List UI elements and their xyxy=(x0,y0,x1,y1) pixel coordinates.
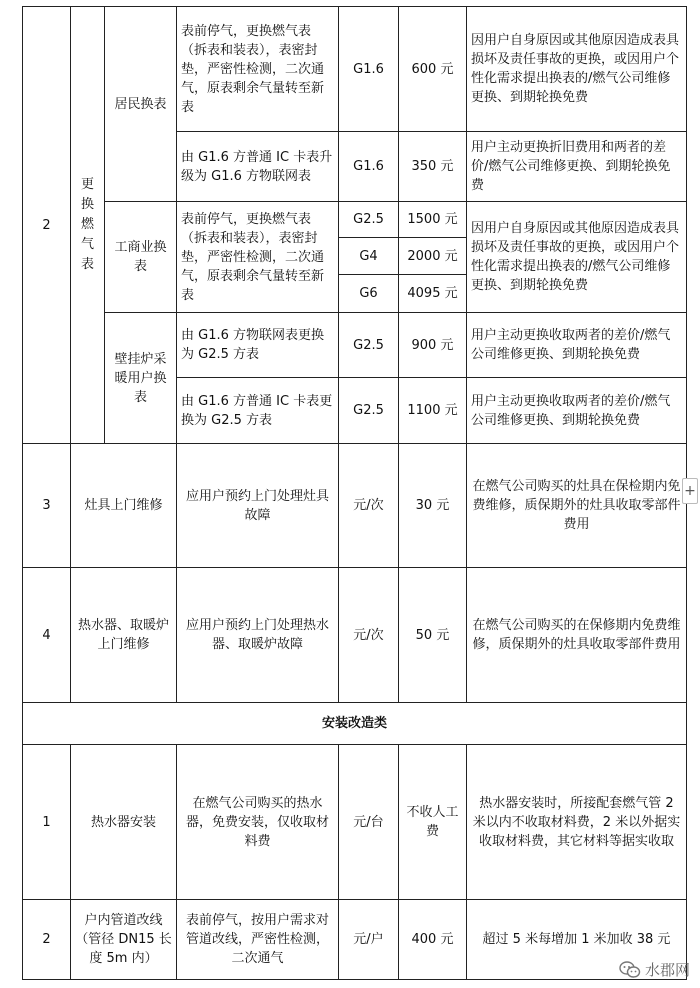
note: 因用户自身原因或其他原因造成表具损坏及责任事故的更换，或因用户个性化需求提出换表的/燃气公司维修更换、到期轮换免费 xyxy=(467,7,687,132)
row-index: 4 xyxy=(23,568,71,703)
meter-spec: G2.5 xyxy=(339,378,399,444)
service-content: 应用户预约上门处理热水器、取暖炉故障 xyxy=(177,568,339,703)
watermark-text: 水郡网 xyxy=(644,961,690,979)
price: 4095 元 xyxy=(399,275,467,313)
expand-button[interactable]: + xyxy=(682,478,698,504)
meter-spec: G2.5 xyxy=(339,313,399,378)
meter-spec: G1.6 xyxy=(339,132,399,202)
meter-spec: G6 xyxy=(339,275,399,313)
boiler-label: 壁挂炉采暖用户换表 xyxy=(105,313,177,444)
wechat-icon xyxy=(619,961,641,979)
price: 900 元 xyxy=(399,313,467,378)
service-content: 应用户预约上门处理灶具故障 xyxy=(177,444,339,568)
row-index: 2 xyxy=(23,900,71,980)
service-content: 在燃气公司购买的热水器，免费安装，仅收取材料费 xyxy=(177,745,339,900)
price: 30 元 xyxy=(399,444,467,568)
note: 用户主动更换收取两者的差价/燃气公司维修更换、到期轮换免费 xyxy=(467,313,687,378)
note: 热水器安装时，所接配套燃气管 2 米以内不收取材料费，2 米以外据实收取材料费，其它材料等据实收取 xyxy=(467,745,687,900)
note: 用户主动更换折旧费用和两者的差价/燃气公司维修更换、到期轮换免费 xyxy=(467,132,687,202)
service-name: 热水器、取暖炉上门维修 xyxy=(71,568,177,703)
unit: 元/户 xyxy=(339,900,399,980)
note: 在燃气公司购买的灶具在保检期内免费维修，质保期外的灶具收取零部件费用 xyxy=(467,444,687,568)
fee-table xyxy=(22,6,687,980)
service-name: 户内管道改线（管径 DN15 长度 5m 内） xyxy=(71,900,177,980)
service-content: 表前停气，更换燃气表（拆表和装表），表密封垫，严密性检测，二次通气，原表剩余气量转至新表 xyxy=(177,202,339,313)
commercial-label: 工商业换表 xyxy=(105,202,177,313)
row-index: 2 xyxy=(23,7,71,444)
service-content: 由 G1.6 方物联网表更换为 G2.5 方表 xyxy=(177,313,339,378)
meter-spec: G2.5 xyxy=(339,202,399,238)
note: 在燃气公司购买的在保修期内免费维修，质保期外的灶具收取零部件费用 xyxy=(467,568,687,703)
price: 50 元 xyxy=(399,568,467,703)
unit: 元/台 xyxy=(339,745,399,900)
unit: 元/次 xyxy=(339,444,399,568)
price: 2000 元 xyxy=(399,238,467,275)
meter-spec: G1.6 xyxy=(339,7,399,132)
price: 1500 元 xyxy=(399,202,467,238)
price: 400 元 xyxy=(399,900,467,980)
category-label: 更换燃气表 xyxy=(71,7,105,444)
price: 350 元 xyxy=(399,132,467,202)
service-content: 由 G1.6 方普通 IC 卡表更换为 G2.5 方表 xyxy=(177,378,339,444)
watermark xyxy=(619,959,690,980)
row-index: 3 xyxy=(23,444,71,568)
section-title: 安装改造类 xyxy=(23,703,687,745)
price: 1100 元 xyxy=(399,378,467,444)
price: 不收人工费 xyxy=(399,745,467,900)
row-index: 1 xyxy=(23,745,71,900)
note: 因用户自身原因或其他原因造成表具损坏及责任事故的更换，或因用户个性化需求提出换表的/燃气公司维修更换、到期轮换免费 xyxy=(467,202,687,313)
service-name: 灶具上门维修 xyxy=(71,444,177,568)
meter-spec: G4 xyxy=(339,238,399,275)
note: 超过 5 米每增加 1 米加收 38 元 xyxy=(467,900,687,980)
price: 600 元 xyxy=(399,7,467,132)
note: 用户主动更换收取两者的差价/燃气公司维修更换、到期轮换免费 xyxy=(467,378,687,444)
service-name: 热水器安装 xyxy=(71,745,177,900)
unit: 元/次 xyxy=(339,568,399,703)
residential-label: 居民换表 xyxy=(105,7,177,202)
service-content: 表前停气，更换燃气表（拆表和装表），表密封垫，严密性检测，二次通气，原表剩余气量转至新表 xyxy=(177,7,339,132)
service-content: 表前停气，按用户需求对管道改线，严密性检测，二次通气 xyxy=(177,900,339,980)
service-content: 由 G1.6 方普通 IC 卡表升级为 G1.6 方物联网表 xyxy=(177,132,339,202)
